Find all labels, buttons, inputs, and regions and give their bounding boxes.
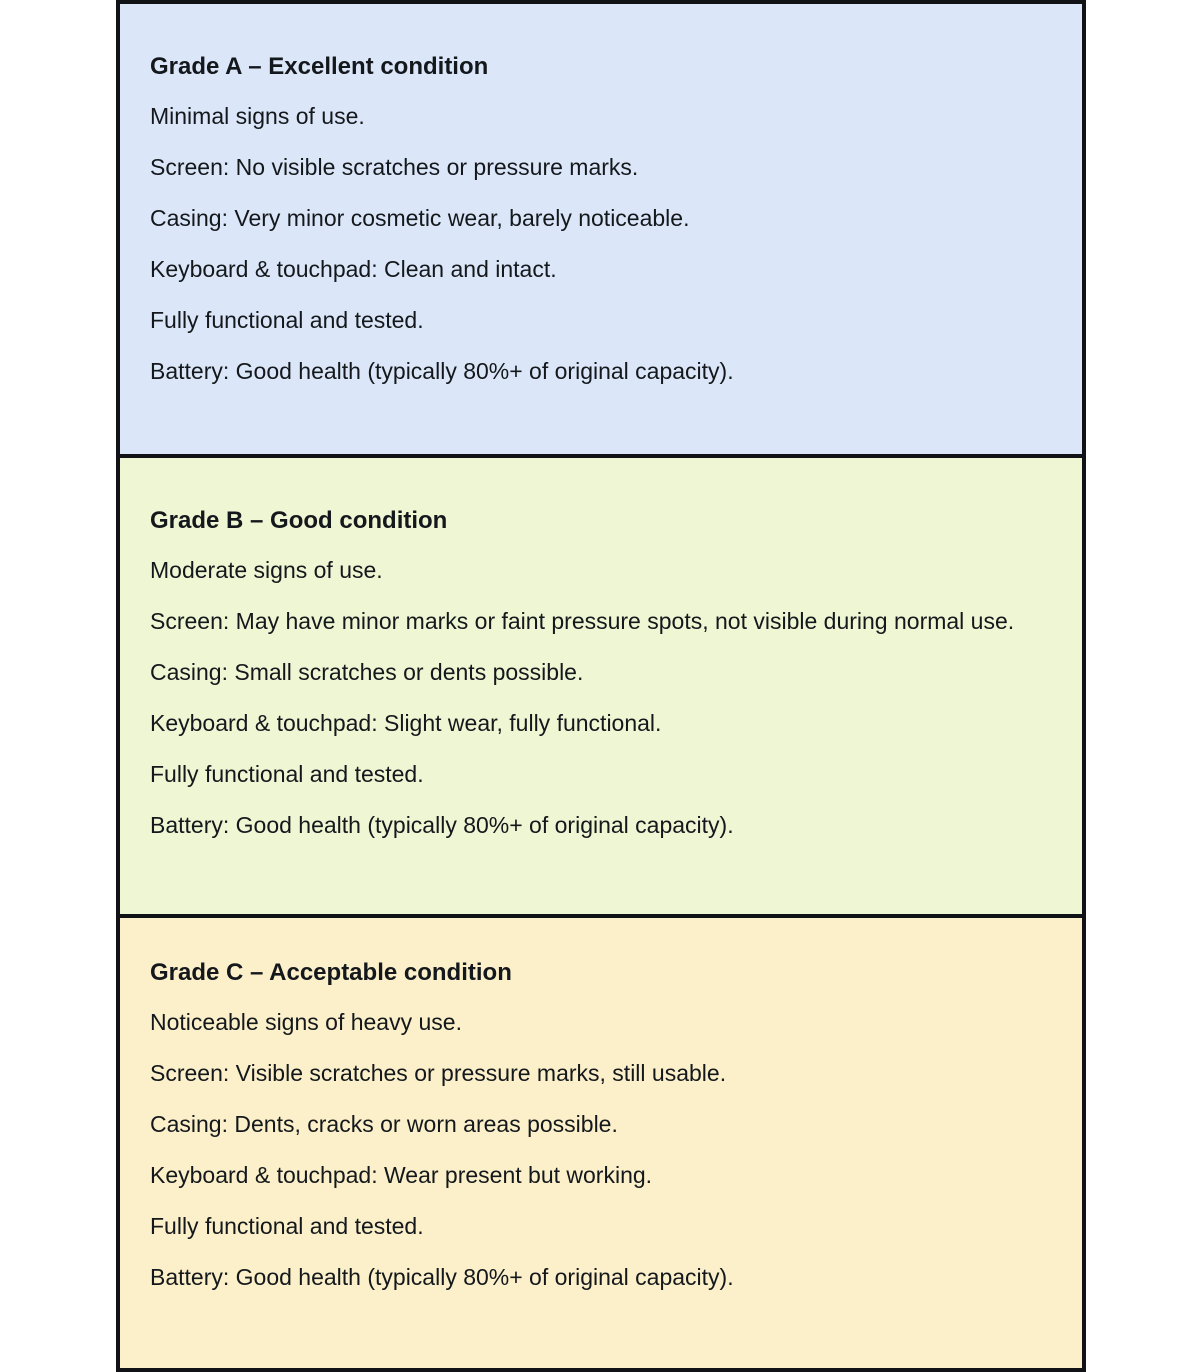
grade-b-line-functional: Fully functional and tested. xyxy=(150,761,424,787)
grade-a-line-functional: Fully functional and tested. xyxy=(150,307,424,333)
grade-c-line-summary: Noticeable signs of heavy use. xyxy=(150,1009,462,1035)
grade-c-line-functional: Fully functional and tested. xyxy=(150,1213,424,1239)
grade-a-card xyxy=(120,4,1082,458)
grade-b-heading: Grade B – Good condition xyxy=(150,507,448,534)
grade-a-line-battery: Battery: Good health (typically 80%+ of original capacity). xyxy=(150,358,734,384)
grade-c-heading: Grade C – Acceptable condition xyxy=(150,959,512,986)
grade-a-line-summary: Minimal signs of use. xyxy=(150,103,365,129)
grade-c-line-battery: Battery: Good health (typically 80%+ of original capacity). xyxy=(150,1264,734,1290)
grade-c-line-keyboard: Keyboard & touchpad: Wear present but working. xyxy=(150,1162,653,1188)
grade-b-line-battery: Battery: Good health (typically 80%+ of original capacity). xyxy=(150,812,734,838)
grade-a-line-casing: Casing: Very minor cosmetic wear, barely noticeable. xyxy=(150,205,690,231)
grade-c-line-casing: Casing: Dents, cracks or worn areas possible. xyxy=(150,1111,618,1137)
grade-c-line-screen: Screen: Visible scratches or pressure marks, still usable. xyxy=(150,1060,727,1086)
grade-b-line-summary: Moderate signs of use. xyxy=(150,557,383,583)
grade-c-card xyxy=(120,918,1082,1372)
grade-b-line-screen: Screen: May have minor marks or faint pressure spots, not visible during normal use. xyxy=(150,608,1015,634)
grade-b-line-keyboard: Keyboard & touchpad: Slight wear, fully functional. xyxy=(150,710,662,736)
grade-a-heading: Grade A – Excellent condition xyxy=(150,53,489,80)
grade-b-card xyxy=(120,458,1082,918)
grade-a-line-keyboard: Keyboard & touchpad: Clean and intact. xyxy=(150,256,557,282)
grade-b-line-casing: Casing: Small scratches or dents possible. xyxy=(150,659,584,685)
grade-column xyxy=(116,0,1086,1372)
grade-a-line-screen: Screen: No visible scratches or pressure marks. xyxy=(150,154,639,180)
